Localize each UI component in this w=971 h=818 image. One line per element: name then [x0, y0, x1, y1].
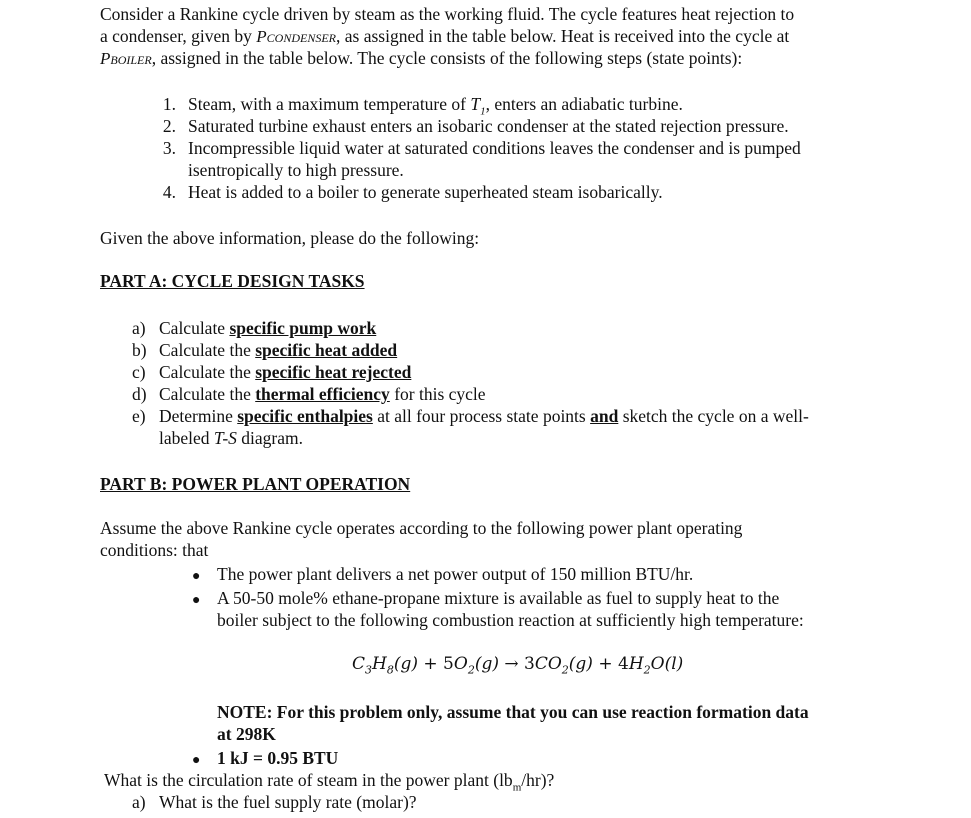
eq-part: CO — [534, 654, 562, 674]
step-number: 2. — [162, 116, 176, 136]
task-item-continued — [159, 428, 303, 449]
task-emphasis: specific pump work — [229, 318, 377, 338]
bullet-item-continued: boiler subject to the following combustion reaction at sufficiently high temperature: — [217, 610, 804, 630]
bullet-item: A 50-50 mole% ethane-propane mixture is available as fuel to supply heat to the — [217, 588, 780, 608]
question-letter: a) — [132, 792, 146, 812]
note-line-1: NOTE: For this problem only, assume that you can use reaction formation data — [217, 702, 809, 722]
eq-sub: 8 — [386, 663, 394, 677]
task-item — [159, 340, 397, 361]
assume-line-1: Assume the above Rankine cycle operates according to the following power plant operating — [100, 518, 743, 538]
task-letter: b) — [132, 340, 147, 360]
task-letter: d) — [132, 384, 147, 404]
eq-sub: 2 — [643, 663, 651, 677]
bullet-item: The power plant delivers a net power output of 150 million BTU/hr. — [217, 564, 694, 584]
task-emphasis: specific heat rejected — [255, 362, 412, 382]
step-text: Steam, with a maximum temperature of — [188, 94, 471, 114]
step-item: Incompressible liquid water at saturated conditions leaves the condenser and is pumped — [188, 138, 801, 158]
task-item — [159, 362, 411, 383]
step-number: 3. — [162, 138, 176, 158]
step-item: Heat is added to a boiler to generate superheated steam isobarically. — [188, 182, 663, 202]
eq-op: + 4 — [592, 654, 629, 674]
question-text: What is the circulation rate of steam in the power plant (lb — [104, 770, 513, 790]
task-text: Calculate the — [159, 362, 256, 382]
task-text: Calculate the — [159, 340, 256, 360]
eq-phase: (g) — [393, 654, 418, 674]
question-text: /hr)? — [521, 770, 555, 790]
eq-op: + 5 — [418, 654, 454, 674]
bullet-item: 1 kJ = 0.95 BTU — [217, 748, 339, 768]
eq-sub: 2 — [561, 663, 569, 677]
intro-text: , assigned in the table below. The cycle consists of the following steps (state points): — [151, 48, 743, 68]
bullet-icon: ● — [192, 569, 201, 584]
eq-part: O — [650, 654, 665, 674]
eq-part: C — [352, 654, 366, 674]
task-letter: e) — [132, 406, 146, 426]
eq-sub: 2 — [467, 663, 475, 677]
step-number: 4. — [162, 182, 176, 202]
intro-line-3 — [100, 48, 742, 71]
task-emphasis: specific enthalpies — [237, 406, 373, 426]
heading-text: PART B: POWER PLANT OPERATION — [100, 474, 411, 494]
task-emphasis: thermal efficiency — [255, 384, 390, 404]
question-2: What is the fuel supply rate (molar)? — [159, 792, 417, 812]
temperature-subscript: 1 — [480, 105, 486, 118]
part-b-heading — [100, 474, 410, 495]
bullet-icon: ● — [192, 593, 201, 608]
p-symbol: P — [256, 27, 267, 46]
task-letter: c) — [132, 362, 146, 382]
eq-part: H — [628, 654, 644, 674]
step-text: , enters an adiabatic turbine. — [485, 94, 683, 114]
eq-phase: (l) — [664, 654, 684, 674]
step-number: 1. — [162, 94, 176, 114]
intro-line-1 — [100, 4, 794, 25]
p-symbol: P — [100, 49, 111, 68]
intro-text: Consider a Rankine cycle driven by steam as the working fluid. The cycle features heat rejection to — [100, 4, 795, 24]
p-condenser — [256, 27, 336, 46]
p-subscript: BOILER — [110, 53, 152, 67]
eq-part: H — [372, 654, 387, 674]
assume-line-2: conditions: that — [100, 540, 209, 560]
eq-phase: (g) — [568, 654, 593, 674]
task-text: Determine — [159, 406, 238, 426]
eq-phase: (g) — [474, 654, 499, 674]
intro-text: a condenser, given by — [100, 26, 257, 46]
step-item: Saturated turbine exhaust enters an isobaric condenser at the stated rejection pressure. — [188, 116, 789, 136]
part-a-heading — [100, 271, 365, 292]
intro-line-2 — [100, 26, 789, 49]
task-item — [159, 406, 809, 427]
task-text: Calculate the — [159, 384, 256, 404]
p-subscript: CONDENSER — [266, 31, 336, 45]
task-text: sketch the cycle on a well- — [618, 406, 809, 426]
task-emphasis: specific heat added — [255, 340, 398, 360]
note-line-2: at 298K — [217, 724, 276, 744]
task-emphasis: and — [590, 406, 619, 426]
task-text: at all four process state points — [372, 406, 591, 426]
eq-part: O — [453, 654, 468, 674]
eq-sub: 3 — [365, 663, 373, 677]
eq-op: → 3 — [498, 654, 535, 674]
task-text: for this cycle — [389, 384, 486, 404]
step-item-continued: isentropically to high pressure. — [188, 160, 404, 180]
task-letter: a) — [132, 318, 146, 338]
heading-text: PART A: CYCLE DESIGN TASKS — [100, 271, 365, 291]
task-item — [159, 318, 376, 339]
combustion-equation — [352, 654, 683, 680]
intro-text: , as assigned in the table below. Heat is received into the cycle at — [336, 26, 790, 46]
task-text: Calculate — [159, 318, 230, 338]
task-text: labeled — [159, 428, 214, 448]
p-boiler — [100, 49, 152, 68]
bullet-icon: ● — [192, 753, 201, 768]
ts-diagram-label: T-S — [213, 428, 237, 448]
unit-subscript: m — [512, 781, 522, 794]
given-text: Given the above information, please do the following: — [100, 228, 480, 248]
temperature-symbol: T — [470, 94, 481, 114]
task-item — [159, 384, 486, 405]
task-text: diagram. — [236, 428, 304, 448]
